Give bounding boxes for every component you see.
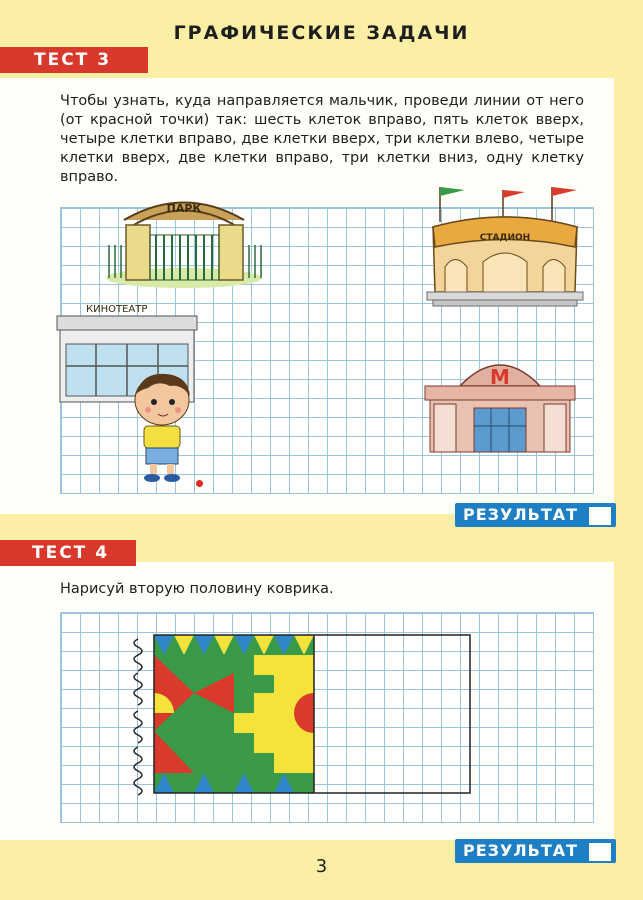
park-gate-picture: [104, 190, 269, 290]
start-red-dot: [196, 480, 203, 487]
boy-picture: [122, 372, 206, 484]
stadium-sign-text: СТАДИОН: [479, 233, 531, 243]
metro-sign-text: М: [490, 365, 510, 389]
test4-instruction: Нарисуй вторую половину коврика.: [60, 581, 334, 597]
test3-result-box[interactable]: [588, 506, 612, 526]
park-sign-text: ПАРК: [166, 202, 202, 215]
page-number: 3: [315, 856, 328, 877]
rug-picture: [120, 633, 480, 803]
page-title: ГРАФИЧЕСКИЕ ЗАДАЧИ: [173, 22, 470, 44]
stadium-picture: [425, 182, 585, 312]
cinema-sign-text: КИНОТЕАТР: [86, 304, 148, 315]
metro-picture: [420, 346, 580, 456]
test3-instruction: Чтобы узнать, куда направляется мальчик, проведи линии от него (от красной точки) так: шесть клеток вправо, пять клеток вверх, четыре клетки вправо, две клетки вверх, три клетки влево, четыре клетки вверх, две клетки вправо, три клетки вниз, одну клетку вправо.: [60, 93, 584, 185]
test3-result: [455, 503, 616, 527]
test3-tag: ТЕСТ 3: [0, 47, 148, 73]
test4-result-label: РЕЗУЛЬТАТ: [463, 841, 579, 860]
test4-tag: ТЕСТ 4: [0, 540, 136, 566]
test3-result-label: РЕЗУЛЬТАТ: [463, 505, 579, 524]
